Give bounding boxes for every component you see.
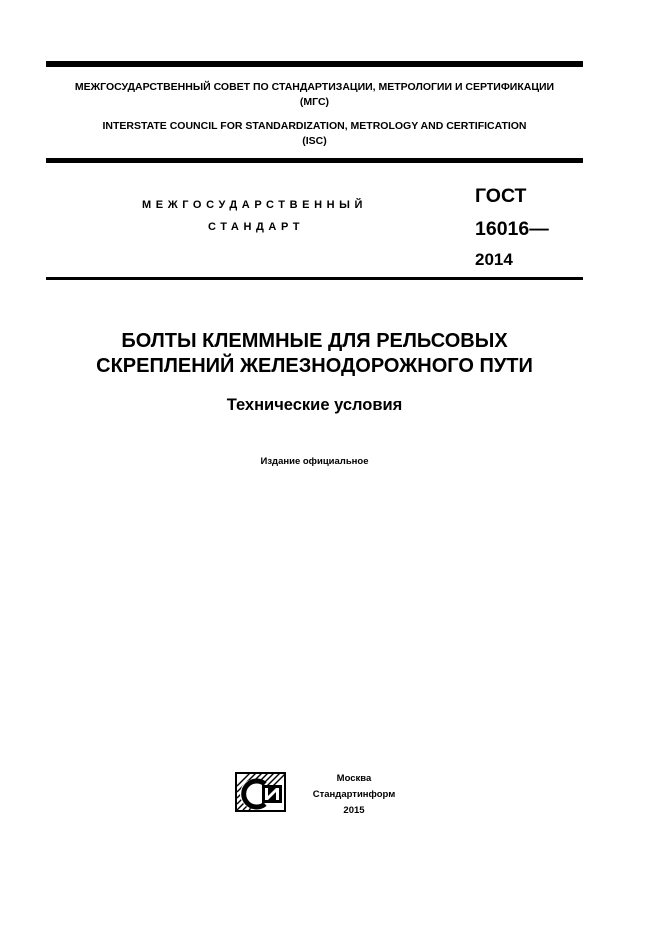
gost-year: 2014 <box>475 250 513 269</box>
title-line2: СКРЕПЛЕНИЙ ЖЕЛЕЗНОДОРОЖНОГО ПУТИ <box>96 355 533 377</box>
document-subtitle: Технические условия <box>226 396 403 414</box>
gost-number: 16016— <box>475 218 549 240</box>
council-en-abbr: (ISC) <box>302 135 327 147</box>
edition-note: Издание официальное <box>260 456 369 467</box>
top-rule <box>46 61 583 67</box>
publisher-name: Стандартинформ <box>312 789 396 800</box>
publisher-city: Москва <box>336 773 372 784</box>
council-name-en <box>46 119 583 149</box>
gost-designation <box>475 180 549 274</box>
document-title <box>46 329 583 379</box>
council-name-ru <box>46 80 583 110</box>
standartinform-logo-icon <box>235 770 287 814</box>
standard-type-word2: СТАНДАРТ <box>208 221 305 233</box>
middle-rule <box>46 158 583 163</box>
council-ru-abbr: (МГС) <box>299 96 330 108</box>
standard-type-word1: МЕЖГОСУДАРСТВЕННЫЙ <box>142 199 368 211</box>
council-en-line1: INTERSTATE COUNCIL FOR STANDARDIZATION, METROLOGY AND CERTIFICATION <box>102 120 527 132</box>
council-ru-line1: МЕЖГОСУДАРСТВЕННЫЙ СОВЕТ ПО СТАНДАРТИЗАЦИИ, МЕТРОЛОГИИ И СЕРТИФИКАЦИИ <box>74 81 555 93</box>
publisher-block <box>303 771 405 819</box>
title-line1: БОЛТЫ КЛЕММНЫЕ ДЛЯ РЕЛЬСОВЫХ <box>121 330 508 352</box>
gost-label: ГОСТ <box>475 185 527 207</box>
publication-year: 2015 <box>343 805 365 816</box>
bottom-rule <box>46 277 583 280</box>
